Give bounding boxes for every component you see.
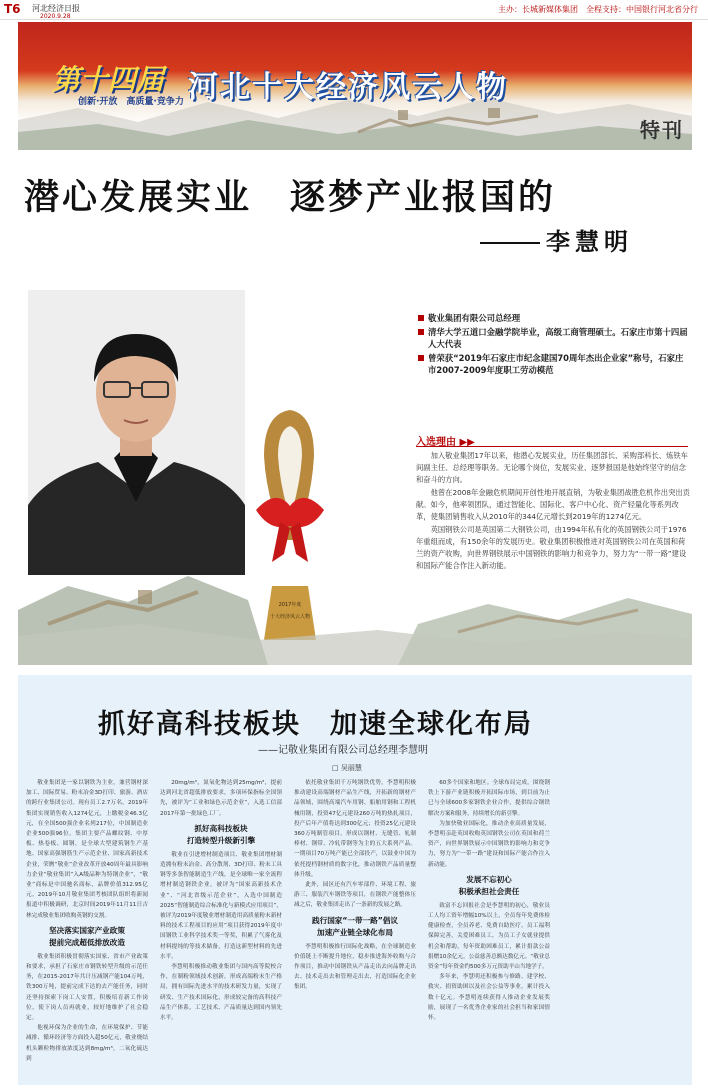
- article-column: [26, 778, 148, 1064]
- article-paragraph: 依托敬业集团千万吨钢铁优势，李慧明积极推动建设高端钢材产品生产线，开拓新的钢材产品领域，围绕高端汽车用钢、船舶用钢和工程机械用钢，投资47亿元建设260万吨的热轧项目，投产后年产值将达到300亿元；投资25亿元建设360万吨制管项目，形成以钢材、无缝管、轧制棒材、钢带、冷轧带钢等为主的五大系列产品。一期项目70万吨产能已全部投产，以鼓业中国为依托提档钢材质的数字化，推动钢铁产品质量整体升级。: [294, 780, 416, 878]
- sponsor-line: 主办：长城新媒体集团 全程支持：中国银行河北省分行: [498, 5, 698, 14]
- article-paragraph: 此外，园区还有汽车零部件、环境工程、旅游三、服装汽车钢铁等项目，在钢铁产能整体压减之后，敬业集团走出了一条新的发展之路。: [294, 882, 416, 909]
- article-column: [294, 778, 416, 993]
- article-subtitle: ——记敬业集团有限公司总经理李慧明: [258, 745, 428, 756]
- reason-paragraph: 他曾在2008年金融危机期间开创性地开展直销，为敬业集团战胜危机作出突出贡献。如今，他率领团队，通过智能化、国际化、客户中心化、资产轻量化等系列改革，使集团销售收入从2010年的344亿元增长到2019年的1274亿元。: [416, 488, 690, 521]
- arrow-icon: ▶▶: [459, 437, 475, 448]
- article-column: [428, 778, 550, 1023]
- section-heading: 坚决落实国家产业政策 提前完成超低排放改造: [49, 925, 125, 947]
- banner-title: 河北十大经济风云人物: [188, 70, 508, 105]
- main-headline: 潜心发展实业 逐梦产业报国的: [24, 178, 557, 218]
- headline-person: [480, 222, 633, 257]
- trophy-year: 2017年度: [278, 602, 302, 608]
- article-body: [26, 778, 686, 1083]
- credential-item: 敬业集团有限公司总经理: [418, 312, 690, 324]
- special-label: 特刊: [640, 118, 684, 142]
- reason-paragraph: 英国钢铁公司是英国第二大钢铁公司，由1994年私有化的英国钢铁公司于1976年重组而成，有150余年的发展历史。敬业集团积极推进对英国钢铁公司在英国和荷兰的资产收购，向世界钢铁展示中国钢铁的影响力和竞争力，努力为“一带一路”建设和国际产能合作注入新动能。: [416, 525, 687, 570]
- page-number: T6: [4, 2, 21, 16]
- edition-label: 第十四届: [52, 63, 165, 96]
- article-paragraph: 60多个国家和地区。全球布局完成，围绕钢铁上下游产业链积极开拓国际市场，到目前为止已与全球600多家钢铁企业合作，提供综合钢铁解决方案和服务，持续增长的新引擎。: [428, 780, 550, 817]
- article-paragraph: 李慧明积极推行国际化战略，在全球制造业价值链上不断提升地位，稳步推进海外收购与合作项目，推动中国钢铁从产品走出去向品牌走出去、技术走出去和管理走出去，打造国际化企业集团。: [294, 943, 416, 991]
- reason-paragraph: 加入敬业集团17年以来，他潜心发展实业，历任集团部长、采购部科长、炼铁车间副主任、总经理等职务。无论哪个岗位，发展实业、逐梦报国是他始终坚守的信念和奋斗的方向。: [416, 451, 688, 484]
- issue-date: 2020.9.28: [40, 13, 71, 20]
- article-paragraph: 李慧明积极推动敬业集团与国内高等院校合作，在制粉领域技术创新，形成高端粉末生产格局，拥有国际先进水平的技术研发力量，实现了研发、生产技术国际化，形成较完备的高科技产品生产体系，工艺技术、产品质量达到国内领先水平。: [160, 964, 282, 1022]
- article-paragraph: 敬业集团是一家以钢铁为主业，兼营钢材深加工、国际贸易、粉末冶金3D打印、旅游、酒店的跨行业集团公司。现有员工2.7万名，2019年集团实现销售收入1274亿元，上缴税金46.3亿元，在全国500强企业名列217位，中国制造业企业500强96位。集团主要产品螺纹钢、中厚板、热卷板、圆钢，是全球大型建筑钢生产基地、国家高强钢筋生产示范企业、国家高新技术企业，荣膺“敬业”企业改革开放40周年最具影响力企业“敬业集团”入A级品种为特钢企业“，“敬业”商标是中国驰名商标，品牌价值312.95亿元。2019年10月敬业集团考核团队组织将新闻报道中积极调研，北京时间2019年11月11日吉林完成敬业集团收购英钢的交割。: [26, 780, 148, 919]
- article-author: □ 吴丽慧: [332, 764, 362, 772]
- reason-divider: [416, 446, 688, 447]
- credential-item: 清华大学五道口金融学院毕业，高级工商管理硕士。石家庄市第十四届人大代表: [418, 326, 690, 350]
- article-paragraph: 致富不忘回报社会是李慧明的初心，敬业员工人均工资年增幅10%以上，全员每年免费体检健康检查，全员养老、免费自助医疗，员工福利保障完善，关爱困难员工，为员工子女就业提供机会和帮助，每年资助困难员工，累计捐款公益捐赠10余亿元，公益慈善总额达数亿元。“敬业总资金”每年资金约500多万元资助平山当地学子。: [428, 902, 550, 971]
- special-banner: [18, 22, 692, 150]
- landscape-illustration: [18, 540, 692, 665]
- section-heading: 发展不忘初心 积极承担社会责任: [458, 874, 520, 896]
- reason-title: 入选理由 ▶▶: [416, 437, 475, 448]
- article-title: 抓好高科技板块 加速全球化布局: [98, 709, 533, 740]
- section-heading: 抓好高科技板块 打造转型升级新引擎: [186, 823, 256, 845]
- article-paragraph: 敬业在引进增材制造项目、敬业集团增材制造拥有粉末冶金、高分散剂、3D打印、粉末工具钢等多条智能制造生产线，是全球唯一家全流程增材制造钢铁企业，被评为“国家高新技术企业”、“河北省级示范企业”，入选中国制造2025“智能制造综合标准化与新模式应用项目”，被评为2019年度敬业增材制造用高质量粉末新材料的技术工程项目的应用”项目获得2019年度中国钢铁工业科学技术奖一等奖，积累了气雾化及材料提纯的等技术储备，打造这新型材料的先进水平。: [160, 851, 282, 960]
- credentials-list: [418, 312, 690, 378]
- trophy-label: 十大经济风云人物: [269, 614, 311, 620]
- section-heading: 践行国家“一带一路”倡议 加速产业链全球化布局: [312, 915, 398, 937]
- edition-slogan: 创新·开放 高质量·竞争力: [78, 97, 184, 107]
- credential-item: 曾荣获“2019年石家庄市纪念建国70周年杰出企业家”称号，石家庄市2007-2009年度职工劳动模范: [418, 352, 690, 376]
- article-paragraph: 他视环保为企业的生命，在环境保护、节能减排、循环经济等方面投入超50亿元，敬业烧结机头颗粒物排放浓度达到8mg/m³，二氧化硫达到: [26, 1025, 148, 1062]
- portrait-photo: [28, 290, 245, 575]
- article-column: [160, 778, 282, 1023]
- paper-name: 河北经济日报: [32, 4, 80, 13]
- masthead: [0, 0, 708, 20]
- article-paragraph: 为加快敬业国际化，推动企业高质量发展，李慧明亲赴英国收购英国钢铁公司在英国和荷兰资产，向世界钢铁展示中国钢铁的影响力和竞争力，努力为“一带一路”建设和国际产能合作注入新动能。: [428, 820, 550, 868]
- article-paragraph: 20mg/m³，氮氧化物达到25mg/m³，提前达到河北省超低排放要求，多项环保指标全国领先，被评为“工业和绿色示范企业”，入选工信部2017年第一批绿色工厂。: [160, 780, 282, 817]
- article-paragraph: 多年来，李慧明还积极参与修路、建学校、救灾、捐资助困以及社会公益等事业，累计投入数十亿元。李慧明连续获得人推动企业发展奖励，展现了一名优秀企业家的社会担当和家国情怀。: [428, 974, 550, 1022]
- person-name: 李慧明: [546, 228, 633, 256]
- article-paragraph: 敬业集团积极贯彻落实国家、省市产业政策和要求，承担了石家庄市钢铁转型升级的示范任务，在2015-2017年共计压减钢产能104万吨，铁300万吨，提前完成下达的去产能任务，同时还坚持探索下岗工人安置，积极培育新工作岗位，使下岗人员再就业，较好地维护了社会稳定。: [26, 953, 148, 1022]
